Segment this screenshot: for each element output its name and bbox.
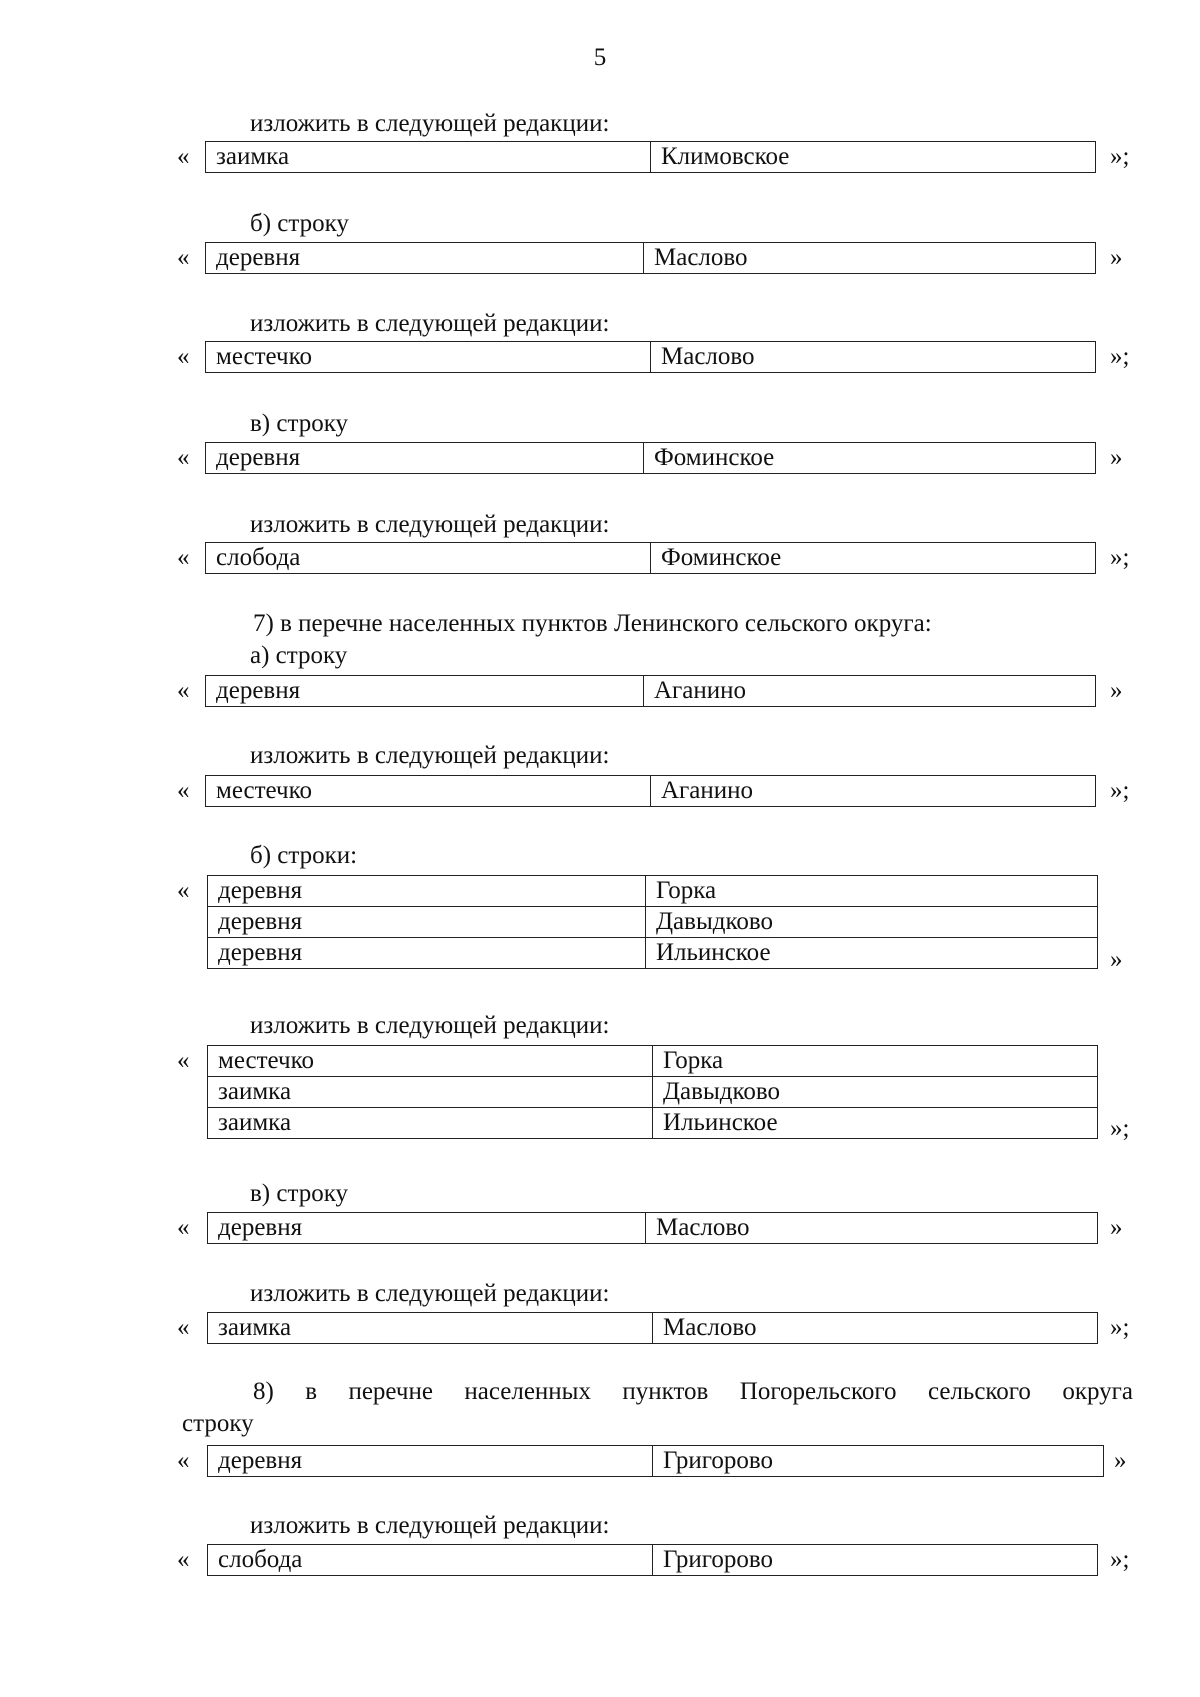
table-row xyxy=(206,776,1096,807)
close-quote: »; xyxy=(1110,343,1130,370)
close-quote: »; xyxy=(1110,143,1130,170)
open-quote: « xyxy=(177,877,190,904)
settlement-table xyxy=(205,242,1096,274)
settlement-type: заимка xyxy=(208,1108,653,1139)
table-row xyxy=(206,243,1096,274)
table-row xyxy=(208,907,1098,938)
settlement-type: деревня xyxy=(208,907,646,938)
open-quote: « xyxy=(177,1314,190,1341)
table-row xyxy=(206,142,1096,173)
block-label: изложить в следующей редакции: xyxy=(250,1280,610,1307)
settlement-table xyxy=(205,675,1096,707)
settlement-name: Маслово xyxy=(653,1313,1098,1344)
close-quote: » xyxy=(1114,1447,1127,1474)
block-label: а) строку xyxy=(250,642,348,669)
settlement-table xyxy=(207,1212,1098,1244)
section-paragraph: 7) в перечне населенных пунктов Ленинского сельского округа: xyxy=(253,610,932,637)
open-quote: « xyxy=(177,143,190,170)
table-row xyxy=(208,1446,1104,1477)
table-row xyxy=(208,876,1098,907)
settlement-type: слобода xyxy=(206,543,651,574)
settlement-name: Аганино xyxy=(644,676,1096,707)
close-quote: » xyxy=(1110,677,1123,704)
table-row xyxy=(208,1213,1098,1244)
settlement-table xyxy=(207,1544,1098,1576)
settlement-type: деревня xyxy=(208,876,646,907)
settlement-type: местечко xyxy=(206,776,651,807)
table-row xyxy=(206,342,1096,373)
open-quote: « xyxy=(177,677,190,704)
open-quote: « xyxy=(177,244,190,271)
settlement-name: Григорово xyxy=(653,1545,1098,1576)
settlement-name: Горка xyxy=(653,1046,1098,1077)
block-label: в) строку xyxy=(250,410,348,437)
block-label: изложить в следующей редакции: xyxy=(250,1012,610,1039)
settlement-type: заимка xyxy=(208,1077,653,1108)
close-quote: » xyxy=(1110,946,1123,973)
settlement-type: заимка xyxy=(206,142,651,173)
settlement-name: Давыдково xyxy=(646,907,1098,938)
block-label: б) строки: xyxy=(250,842,358,869)
open-quote: « xyxy=(177,777,190,804)
settlement-type: деревня xyxy=(206,243,644,274)
close-quote: »; xyxy=(1110,544,1130,571)
settlement-table xyxy=(205,442,1096,474)
table-row xyxy=(206,443,1096,474)
settlement-name: Ильинское xyxy=(653,1108,1098,1139)
block-label: б) строку xyxy=(250,210,349,237)
settlement-name: Маслово xyxy=(651,342,1096,373)
open-quote: « xyxy=(177,444,190,471)
settlement-type: местечко xyxy=(208,1046,653,1077)
open-quote: « xyxy=(177,1214,190,1241)
open-quote: « xyxy=(177,1546,190,1573)
close-quote: » xyxy=(1110,444,1123,471)
section-paragraph-continuation: строку xyxy=(182,1410,254,1437)
settlement-type: деревня xyxy=(208,938,646,969)
settlement-name: Фоминское xyxy=(651,543,1096,574)
close-quote: »; xyxy=(1110,1546,1130,1573)
page-number: 5 xyxy=(593,44,607,71)
settlement-name: Маслово xyxy=(644,243,1096,274)
settlement-table xyxy=(207,875,1098,969)
open-quote: « xyxy=(177,544,190,571)
settlement-table xyxy=(205,341,1096,373)
block-label: изложить в следующей редакции: xyxy=(250,1512,610,1539)
table-row xyxy=(208,1545,1098,1576)
settlement-table xyxy=(207,1445,1104,1477)
open-quote: « xyxy=(177,1447,190,1474)
settlement-table xyxy=(207,1045,1098,1139)
table-row xyxy=(208,1046,1098,1077)
settlement-type: деревня xyxy=(208,1213,646,1244)
section-paragraph: 8) в перечне населенных пунктов Погорельского сельского округа xyxy=(253,1378,1133,1405)
settlement-type: деревня xyxy=(208,1446,653,1477)
settlement-name: Маслово xyxy=(646,1213,1098,1244)
block-label: изложить в следующей редакции: xyxy=(250,110,610,137)
close-quote: » xyxy=(1110,1214,1123,1241)
block-label: в) строку xyxy=(250,1180,348,1207)
settlement-name: Григорово xyxy=(653,1446,1104,1477)
settlement-table xyxy=(205,542,1096,574)
settlement-name: Ильинское xyxy=(646,938,1098,969)
table-row xyxy=(206,543,1096,574)
settlement-table xyxy=(205,775,1096,807)
block-label: изложить в следующей редакции: xyxy=(250,742,610,769)
settlement-type: деревня xyxy=(206,443,644,474)
settlement-name: Климовское xyxy=(651,142,1096,173)
table-row xyxy=(206,676,1096,707)
settlement-type: деревня xyxy=(206,676,644,707)
close-quote: »; xyxy=(1110,777,1130,804)
table-row xyxy=(208,1108,1098,1139)
open-quote: « xyxy=(177,343,190,370)
close-quote: » xyxy=(1110,244,1123,271)
settlement-table xyxy=(205,141,1096,173)
settlement-type: слобода xyxy=(208,1545,653,1576)
table-row xyxy=(208,1077,1098,1108)
settlement-table xyxy=(207,1312,1098,1344)
settlement-type: местечко xyxy=(206,342,651,373)
block-label: изложить в следующей редакции: xyxy=(250,511,610,538)
table-row xyxy=(208,1313,1098,1344)
settlement-name: Давыдково xyxy=(653,1077,1098,1108)
block-label: изложить в следующей редакции: xyxy=(250,310,610,337)
close-quote: »; xyxy=(1110,1314,1130,1341)
settlement-name: Фоминское xyxy=(644,443,1096,474)
settlement-type: заимка xyxy=(208,1313,653,1344)
open-quote: « xyxy=(177,1047,190,1074)
close-quote: »; xyxy=(1110,1115,1130,1142)
table-row xyxy=(208,938,1098,969)
settlement-name: Аганино xyxy=(651,776,1096,807)
settlement-name: Горка xyxy=(646,876,1098,907)
